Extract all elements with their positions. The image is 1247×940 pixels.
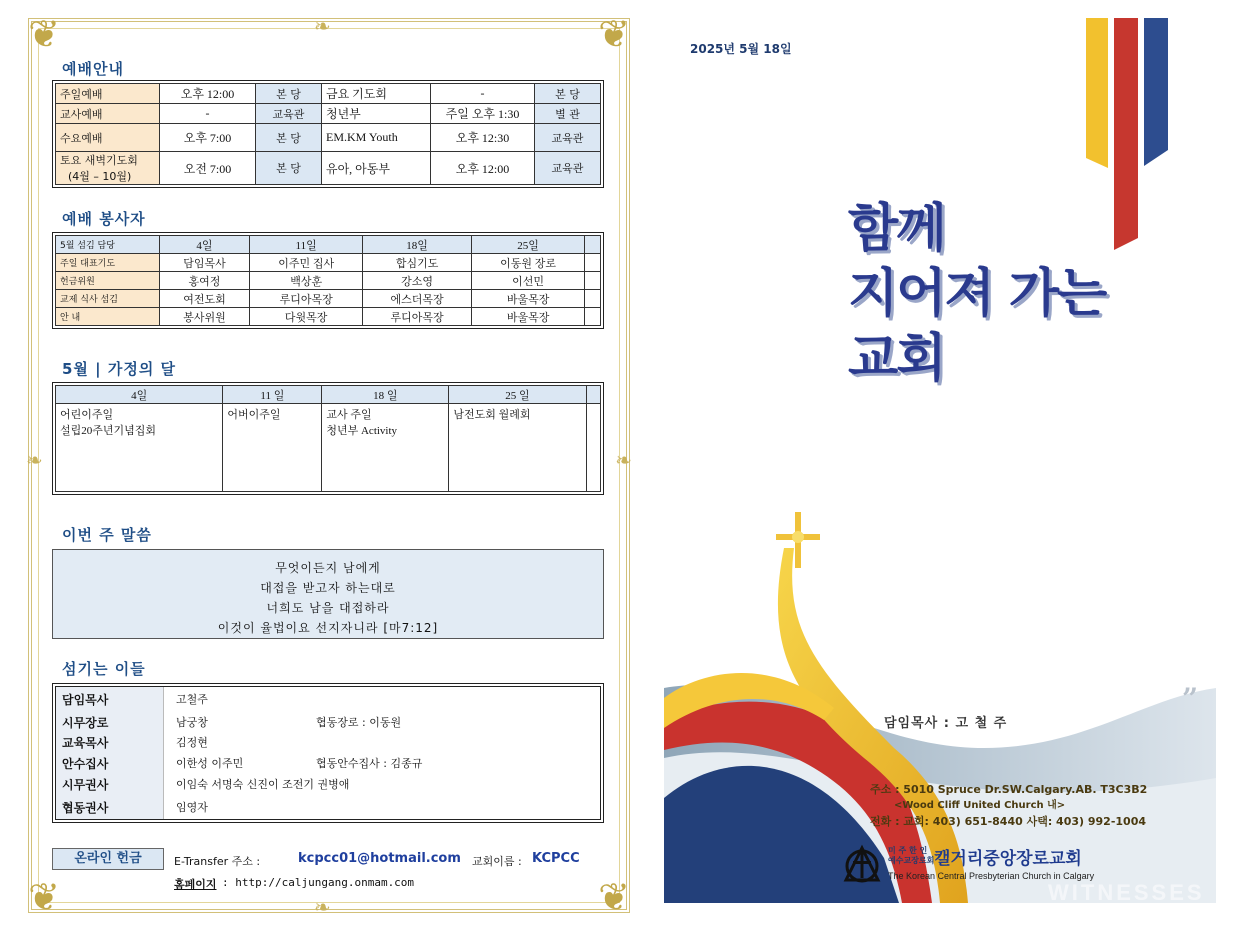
worship-cell: 청년부 [322,104,431,124]
cover-title-line: 함께 [848,199,945,259]
staff-row [56,714,600,734]
volunteers-cell: 헌금위원 [56,272,160,290]
volunteers-cell: 이주민 집사 [249,254,362,272]
worship-row [56,152,601,185]
cover-title-line: 지어져 가는 [848,264,1106,324]
worship-cell: 교육관 [535,124,601,152]
worship-cell: 오전 7:00 [160,152,256,185]
worship-row [56,84,601,104]
cover-page [664,18,1216,903]
family-event-cell [322,404,449,492]
volunteers-cell [585,290,601,308]
staff-role: 협동권사 [62,801,109,815]
worship-cell: 본 당 [256,84,322,104]
staff-row [56,755,600,775]
volunteers-header-row [56,236,601,254]
volunteers-header-cell: 4일 [160,236,250,254]
volunteers-cell: 교제 식사 섬김 [56,290,160,308]
staff-section-title: 섬기는 이들 [62,660,146,678]
church-logo-icon [842,844,882,884]
worship-table [52,80,604,188]
worship-cell [56,152,160,185]
scripture-box [52,549,604,639]
staff-names: 이임숙 서명숙 신진이 조전기 권병애 [176,778,350,791]
payee-value: KCPCC [532,851,580,866]
volunteers-cell [585,272,601,290]
worship-cell: 주일 오후 1:30 [431,104,535,124]
family-header-row [56,386,601,404]
family-header-cell [586,386,600,404]
staff-role: 담임목사 [62,693,109,707]
staff-row [56,691,600,711]
volunteers-cell [585,308,601,326]
denomination-line: 미 주 한 인 [888,846,928,855]
worship-section-title: 예배안내 [62,60,124,78]
staff-role: 시무권사 [62,778,109,792]
volunteers-header-cell: 11일 [249,236,362,254]
family-event-cell [223,404,322,492]
staff-names: 김정현 [176,736,208,749]
denomination-line: 예수교장로회 [888,856,935,865]
volunteers-cell: 담임목사 [160,254,250,272]
volunteers-header-cell: 5월 섬김 담당 [56,236,160,254]
worship-cell: 오후 7:00 [160,124,256,152]
worship-cell-line: 토요 새벽기도회 [60,154,138,167]
family-header-cell: 25 일 [449,386,586,404]
volunteers-cell: 이선민 [471,272,584,290]
volunteers-cell: 봉사위원 [160,308,250,326]
family-event-cell [586,404,600,492]
corner-ornament-icon: ❦ [28,875,60,919]
volunteers-cell: 주일 대표기도 [56,254,160,272]
homepage-link[interactable]: : http://caljungang.onmam.com [222,876,415,889]
church-contact [870,782,1147,830]
family-event-line: 청년부 Activity [326,425,398,437]
worship-cell: - [160,104,256,124]
volunteers-cell [585,254,601,272]
family-month-table [52,382,604,495]
left-page [26,12,632,919]
corner-ornament-icon: ❦ [28,12,60,56]
watermark-text: WITNESSES [1048,880,1205,903]
church-address-note: <Wood Cliff United Church 내> [894,800,1066,811]
family-event-cell [56,404,223,492]
cover-title-line: 교회 [848,329,945,389]
family-event-line: 어린이주일 [60,409,114,421]
worship-row [56,124,601,152]
worship-cell: 교육관 [535,152,601,185]
family-header-cell: 4일 [56,386,223,404]
cover-pastor: 담임목사 : 고 철 주 [884,716,1008,731]
volunteers-cell: 홍여정 [160,272,250,290]
etransfer-label: E-Transfer 주소 : [174,855,261,868]
etransfer-email-link[interactable]: kcpcc01@hotmail.com [298,851,461,866]
scripture-line: 이것이 율법이요 선지자니라 [마7:12] [217,621,439,635]
scripture-line: 너희도 남을 대접하라 [266,601,390,615]
family-event-line: 설립20주년기념집회 [60,425,157,437]
volunteers-cell: 백상훈 [249,272,362,290]
family-header-cell: 11 일 [223,386,322,404]
volunteers-header-cell [585,236,601,254]
staff-row [56,734,600,754]
volunteers-cell: 에스더목장 [363,290,472,308]
staff-extra: 협동안수집사 : 김종규 [316,757,423,770]
family-header-cell: 18 일 [322,386,449,404]
worship-cell: EM.KM Youth [322,124,431,152]
volunteers-section-title: 예배 봉사자 [62,210,146,228]
worship-cell: 오후 12:30 [431,124,535,152]
family-events-row [56,404,601,492]
church-english-name: The Korean Central Presbyterian Church in Calgary [888,871,1095,881]
family-event-line: 어버이주일 [227,409,281,421]
worship-cell: 유아, 아동부 [322,152,431,185]
family-event-line: 남전도회 월례회 [453,409,531,421]
worship-cell: 별 관 [535,104,601,124]
online-offering-label: 온라인 헌금 [52,848,164,870]
volunteers-row [56,308,601,326]
staff-row [56,776,600,796]
volunteers-cell: 안 내 [56,308,160,326]
staff-role: 교육목사 [62,736,109,750]
right-ornament-icon: ❧ [615,448,632,472]
volunteers-table [52,232,604,329]
left-ornament-icon: ❧ [26,448,43,472]
corner-ornament-icon: ❦ [598,12,630,56]
volunteers-cell: 이동원 장로 [471,254,584,272]
volunteers-cell: 합심기도 [363,254,472,272]
volunteers-cell: 바울목장 [471,290,584,308]
staff-role: 시무장로 [62,716,109,730]
online-offering [52,848,612,898]
staff-names: 임영자 [176,801,208,814]
corner-ornament-icon: ❦ [598,875,630,919]
church-name: 캘거리중앙장로교회 [934,849,1082,869]
worship-cell: 교육관 [256,104,322,124]
staff-list [52,683,604,823]
denomination-label [888,846,934,866]
volunteers-row [56,290,601,308]
worship-cell: 오후 12:00 [160,84,256,104]
cover-date: 2025년 5월 18일 [690,42,792,56]
scripture-line: 무엇이든지 남에게 [275,561,381,575]
staff-names: 남궁창 [176,716,208,729]
worship-cell-line: (4월 – 10월) [68,170,132,183]
volunteers-cell: 루디아목장 [363,308,472,326]
volunteers-cell: 다윗목장 [249,308,362,326]
top-ornament-icon: ❧ [314,14,331,38]
homepage-label: 홈페이지 [174,878,217,891]
volunteers-header-cell: 18일 [363,236,472,254]
cover-title [848,198,1105,393]
family-event-line: 교사 주일 [326,409,372,421]
staff-names: 이한성 이주민 [176,757,244,770]
payee-label: 교회이름 : [472,855,522,868]
volunteers-cell: 여전도회 [160,290,250,308]
worship-cell: 교사예배 [56,104,160,124]
volunteers-cell: 루디아목장 [249,290,362,308]
volunteers-row [56,254,601,272]
worship-cell: 본 당 [256,152,322,185]
scripture-line: 대접을 받고자 하는대로 [260,581,396,595]
staff-row [56,799,600,819]
family-month-section-title: 5월 | 가정의 달 [62,360,177,378]
worship-cell: 본 당 [256,124,322,152]
worship-row [56,104,601,124]
staff-role: 안수집사 [62,757,109,771]
quote-mark: ” [1182,682,1199,715]
volunteers-row [56,272,601,290]
word-section-title: 이번 주 말씀 [62,526,152,544]
staff-extra: 협동장로 : 이동원 [316,716,402,729]
worship-cell: - [431,84,535,104]
bottom-ornament-icon: ❧ [314,895,331,919]
worship-cell: 주일예배 [56,84,160,104]
volunteers-header-cell: 25일 [471,236,584,254]
worship-cell: 수요예배 [56,124,160,152]
worship-cell: 오후 12:00 [431,152,535,185]
church-phone: 전화 : 교회: 403) 651-8440 사택: 403) 992-1004 [870,815,1147,828]
worship-cell: 금요 기도회 [322,84,431,104]
family-event-cell [449,404,586,492]
cross-swoosh-art [664,498,1216,903]
worship-cell: 본 당 [535,84,601,104]
staff-names: 고철주 [176,693,208,706]
volunteers-cell: 바울목장 [471,308,584,326]
volunteers-cell: 강소영 [363,272,472,290]
church-address: 주소 : 5010 Spruce Dr.SW.Calgary.AB. T3C3B2 [870,783,1148,796]
